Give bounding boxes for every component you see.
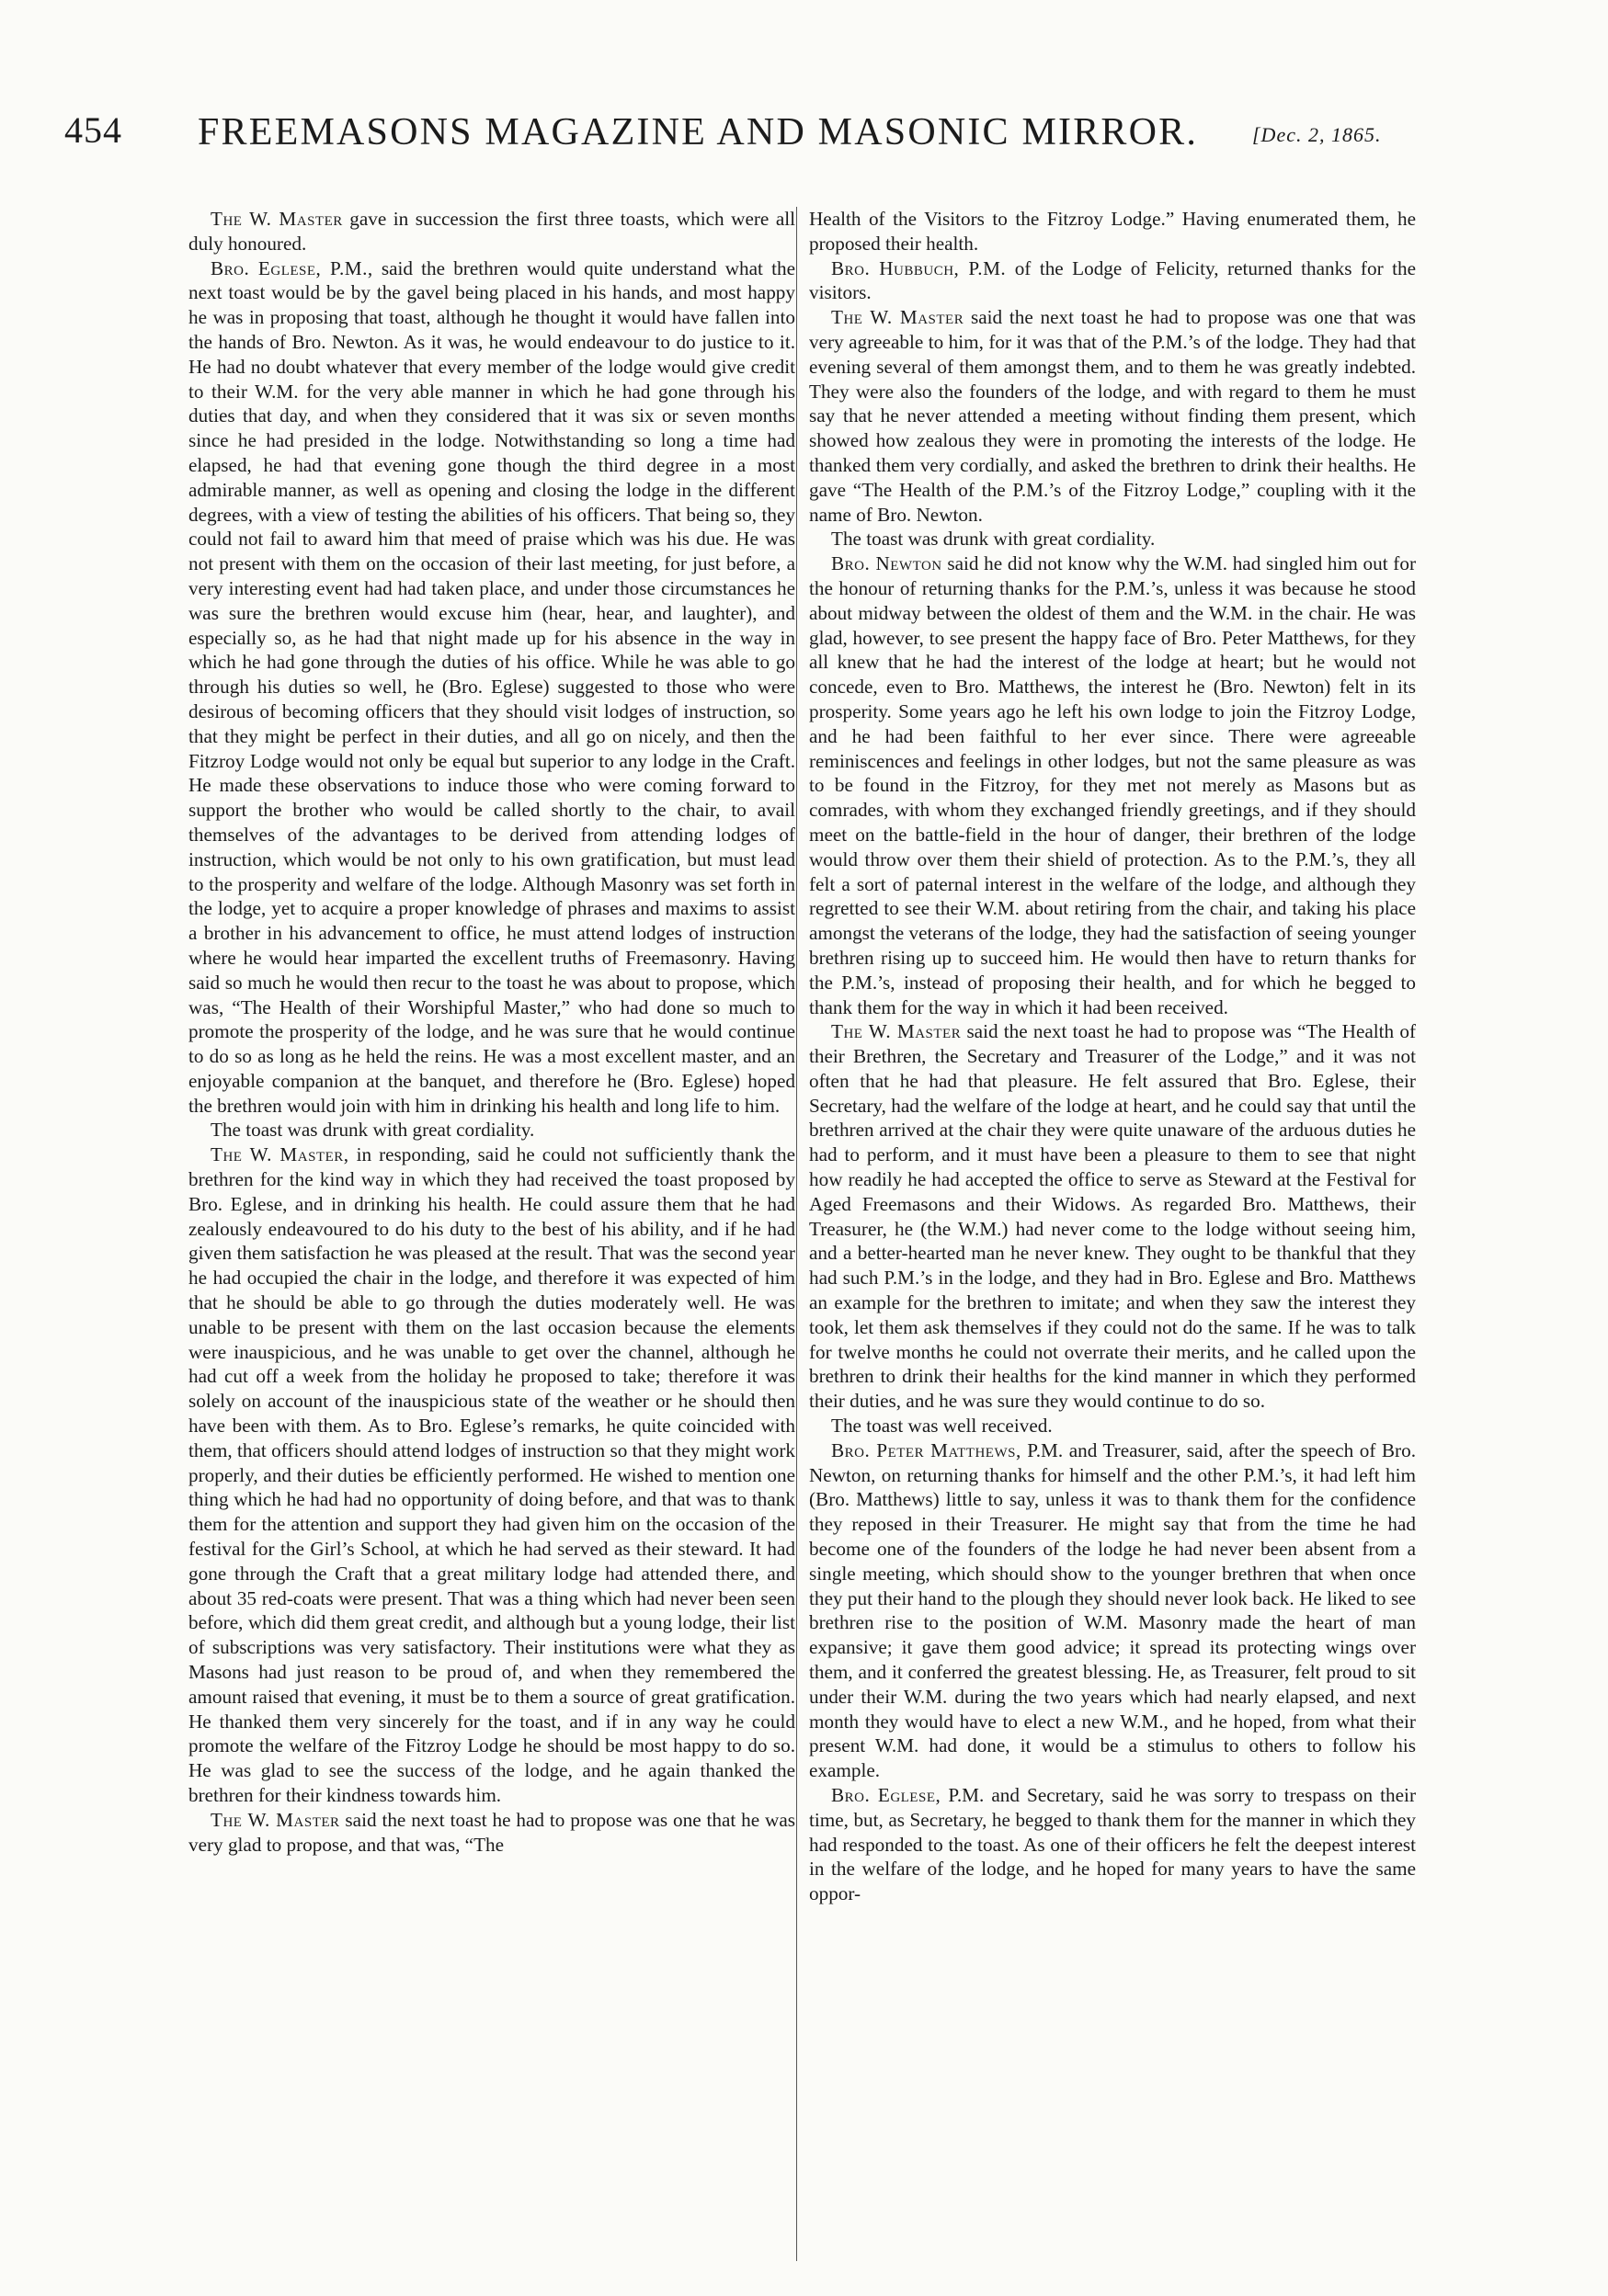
paragraph bbox=[809, 527, 1416, 551]
paragraph-text: P.M. and Secretary, said he was sorry to trespass on their time, but, as Secretary, he begged to thank them for the manner in which they had responded to the toast. As one of their officers he felt the deepest interest in the welfare of the lodge, and he hoped for many years to have the same oppor- bbox=[809, 1784, 1416, 1905]
speaker-name: Bro. Peter Matthews, bbox=[831, 1438, 1021, 1461]
paragraph-text: gave in succession the first three toasts, which were all duly honoured. bbox=[188, 208, 795, 255]
page-number: 454 bbox=[64, 109, 122, 151]
speaker-name: The W. Master bbox=[831, 306, 964, 329]
paragraph-text: Health of the Visitors to the Fitzroy Lodge.” Having enumerated them, he proposed their health. bbox=[809, 208, 1416, 255]
column-divider bbox=[796, 207, 797, 2261]
paragraph-text: The toast was drunk with great cordiality. bbox=[831, 528, 1156, 551]
paragraph-text: The toast was well received. bbox=[831, 1415, 1053, 1438]
paragraph-text: said the next toast he had to propose was one that was very agreeable to him, for it was that of the P.M.’s of the lodge. They had that evening several of them amongst them, and to them he was greatly indebted. They were also the founders of the lodge, and with regard to them he must say that he never attended a meeting without finding them present, which showed how zealous they were in promoting the interests of the lodge. He thanked them very cordially, and asked the brethren to drink their healths. He gave “The Health of the P.M.’s of the Fitzroy Lodge,” coupling with it the name of Bro. Newton. bbox=[809, 306, 1416, 526]
magazine-title: FREEMASONS MAGAZINE AND MASONIC MIRROR. bbox=[198, 111, 1199, 153]
right-column bbox=[809, 207, 1416, 2266]
page-header bbox=[64, 108, 1388, 164]
paragraph-text: P.M. and Treasurer, said, after the speech of Bro. Newton, on returning thanks for himself and the other P.M.’s, it had left him (Bro. Matthews) little to say, unless it was to thank them for the confidence they reposed in their Treasurer. He might say that from the time he had become one of the founders of the lodge he had never been absent from a single meeting, which should show to the younger brethren that when once they put their hand to the plough they should never look back. He liked to see brethren rise to the position of W.M. Masonry made the heart of man expansive; it gave them good advice; it spread its protecting wings over them, and it conferred the greatest blessing. He, as Treasurer, felt proud to sit under their W.M. during the two years which had nearly elapsed, and next month they would have to elect a new W.M., and he hoped, from what their present W.M. had done, it would be a stimulus to others to follow his example. bbox=[809, 1438, 1416, 1782]
paragraph bbox=[809, 256, 1416, 306]
paragraph bbox=[809, 1019, 1416, 1414]
paragraph bbox=[188, 1808, 795, 1858]
speaker-name: The W. Master, bbox=[211, 1143, 349, 1166]
paragraph-text: said the next toast he had to propose was “The Health of their Brethren, the Secretary and Treasurer of the Lodge,” and it was not often that he had that pleasure. He felt assured that Bro. Eglese, their Secretary, had the welfare of the lodge at heart, and he could say that until the brethren arrived at the chair they were quite unaware of the arduous duties he had to perform, and it must have been a pleasure to them to see that night how readily he had accepted the office to serve as Steward at the Festival for Aged Freemasons and their Widows. As regarded Bro. Matthews, their Treasurer, he (the W.M.) had never come to the lodge without seeing him, and a better-hearted man he never knew. They ought to be thankful that they had such P.M.’s in the lodge, and they had in Bro. Eglese and Bro. Matthews an example for the brethren to imitate; and when they saw the interest they took, let them ask themselves if they could not do the same. If he was to talk for twelve months he could not overrate their merits, and he called upon the brethren to drink their healths for the kind manner in which they performed their duties, and he was sure they would continue to do so. bbox=[809, 1020, 1416, 1413]
paragraph bbox=[809, 305, 1416, 527]
paragraph bbox=[809, 1783, 1416, 1906]
speaker-name: Bro. Eglese, P.M., bbox=[211, 256, 373, 279]
paragraph bbox=[809, 551, 1416, 1019]
paragraph-text: said the brethren would quite understand what the next toast would be by the gavel being placed in his hands, and most happy he was in proposing that toast, although he thought it would have fallen into the hands of Bro. Newton. As it was, he would endeavour to do justice to it. He had no doubt whatever that every member of the lodge would give credit to their W.M. for the very able manner in which he had gone through his duties that day, and when they considered that it was six or seven months since he had presided in the lodge. Notwithstanding so long a time had elapsed, he had that evening gone though the third degree in a most admirable manner, as well as opening and closing the lodge in the different degrees, with a view of testing the abilities of his officers. That being so, they could not fail to award him that meed of praise which was his due. He was not present with them on the occasion of their last meeting, for just before, a very interesting event had had taken place, and under those circumstances he was sure the brethren would excuse him (hear, hear, and laughter), and especially so, as he had that night made up for his absence in the way in which he had gone through the duties of his office. While he was able to go through his duties so well, he (Bro. Eglese) suggested to those who were desirous of becoming officers that they should visit lodges of instruction, so that they might be perfect in their duties, and all go on nicely, and then the Fitzroy Lodge would not only be equal but superior to any lodge in the Craft. He made these observations to induce those who were coming forward to support the brother who would be called shortly to the chair, to avail themselves of the advantages to be derived from attending lodges of instruction, which would be not only to his own gratification, but must lead to the prosperity and welfare of the lodge. Although Masonry was set forth in the lodge, yet to acquire a proper knowledge of phrases and maxims to assist a brother in his advancement to office, he must attend lodges of instruction where he would hear imparted the excellent truths of Freemasonry. Having said so much he would then recur to the toast he was about to propose, which was, “The Health of their Worshipful Master,” who had done so much to promote the prosperity of the lodge, and he was sure that he would continue to do so as long as he held the reins. He was a most excellent master, and an enjoyable companion at the banquet, and therefore he (Bro. Eglese) hoped the brethren would join with him in drinking his health and long life to him. bbox=[188, 256, 795, 1117]
paragraph bbox=[188, 207, 795, 256]
paragraph bbox=[809, 207, 1416, 256]
speaker-name: Bro. Eglese, bbox=[831, 1784, 941, 1806]
paragraph bbox=[809, 1438, 1416, 1783]
paragraph bbox=[188, 1142, 795, 1808]
paragraph-text: said the next toast he had to propose was one that he was very glad to propose, and that was, “The bbox=[188, 1808, 795, 1856]
paragraph bbox=[188, 1118, 795, 1142]
speaker-name: The W. Master bbox=[831, 1020, 962, 1043]
paragraph bbox=[809, 1414, 1416, 1438]
speaker-name: Bro. Hubbuch, P.M. bbox=[831, 256, 1007, 279]
speaker-name: The W. Master bbox=[211, 1808, 340, 1831]
issue-date: [Dec. 2, 1865. bbox=[1252, 123, 1382, 146]
paragraph bbox=[188, 256, 795, 1119]
speaker-name: The W. Master bbox=[211, 208, 343, 230]
paragraph-text: of the Lodge of Felicity, returned thanks for the visitors. bbox=[809, 256, 1416, 304]
paragraph-text: in responding, said he could not sufficiently thank the brethren for the kind way in which they had received the toast proposed by Bro. Eglese, and in drinking his health. He could assure them that he had zealously endeavoured to do his duty to the best of his ability, and if he had given them satisfaction he was pleased at the result. That was the second year he had occupied the chair in the lodge, and therefore it was expected of him that he should be able to go through the duties moderately well. He was unable to be present with them on the last occasion because the elements were inauspicious, and he was unable to get over the channel, although he had cut off a week from the holiday he proposed to take; therefore it was solely on account of the inauspicious state of the weather or he should then have been with them. As to Bro. Eglese’s remarks, he quite coincided with them, that officers should attend lodges of instruction so that they might work properly, and their duties be efficiently performed. He wished to mention one thing which he had had no opportunity of doing before, and that was to thank them for the attention and support they had given him on the occasion of the festival for the Girl’s School, at which he had served as their steward. It had gone through the Craft that a great military lodge had attended there, and about 35 red-coats were present. That was a thing which had never been seen before, which did them great credit, and although but a young lodge, their list of subscriptions was very satisfactory. Their institutions were what they as Masons had just reason to be proud of, and when they remembered the amount raised that evening, it must be to them a source of great gratification. He thanked them very sincerely for the toast, and if in any way he could promote the welfare of the Fitzroy Lodge he should be most happy to do so. He was glad to see the success of the lodge, and he again thanked the brethren for their kindness towards him. bbox=[188, 1143, 795, 1806]
paragraph-text: said he did not know why the W.M. had singled him out for the honour of returning thanks for the P.M.’s, unless it was because he stood about midway between the oldest of them and the W.M. in the chair. He was glad, however, to see present the happy face of Bro. Peter Matthews, for they all knew that he had the interest of the lodge at heart; but he would not concede, even to Bro. Matthews, the interest he (Bro. Newton) felt in its prosperity. Some years ago he left his own lodge to join the Fitzroy Lodge, and he had been faithful to her ever since. There were agreeable reminiscences and feelings in other lodges, but not the same pleasure as was to be found in the Fitzroy, for they met not merely as Masons but as comrades, with whom they exchanged friendly greetings, and if they should meet on the battle-field in the hour of danger, their brethren of the lodge would throw over them their shield of protection. As to the P.M.’s, they all felt a sort of paternal interest in the welfare of the lodge, and although they regretted to see their W.M. about retiring from the chair, and taking his place amongst the veterans of the lodge, they had the satisfaction of seeing younger brethren rising up to succeed him. He would then have to return thanks for the P.M.’s, instead of proposing their health, and for which he begged to thank them for the way in which it had been received. bbox=[809, 552, 1416, 1018]
left-column bbox=[188, 207, 795, 2266]
paragraph-text: The toast was drunk with great cordiality. bbox=[211, 1119, 535, 1142]
speaker-name: Bro. Newton bbox=[831, 552, 942, 575]
